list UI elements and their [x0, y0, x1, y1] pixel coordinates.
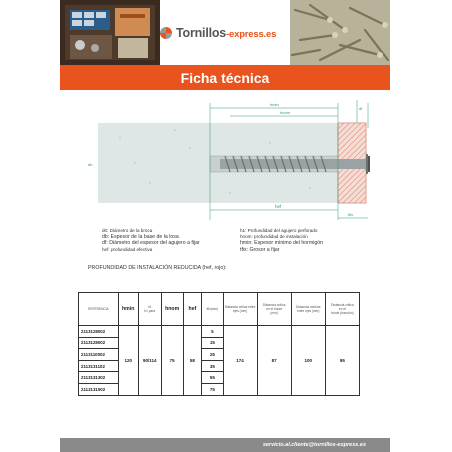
- header-hnom: hnom: [161, 293, 183, 326]
- spec-table: [78, 292, 360, 396]
- cell-hmin: 120: [118, 326, 138, 396]
- header-c1: Distancia crítica entre ejes (mm): [223, 293, 257, 326]
- cell-tfix: 5: [202, 326, 223, 338]
- hmin-label: hmin: [270, 102, 279, 107]
- logo-icon: [160, 27, 172, 39]
- cell-tfix: 55: [202, 372, 223, 384]
- cell-tfix: 75: [202, 383, 223, 395]
- legend-item: hnom: profundidad de instalación: [240, 234, 308, 240]
- legend-item: tfix: Grosor a fijar: [240, 246, 280, 253]
- anchor-diagram: [80, 98, 370, 228]
- hnom-label: hnom: [280, 110, 291, 115]
- legend-item: hef: profundidad efectiva: [102, 246, 153, 252]
- header-c4: Distancia crítica en el borde (fracción): [325, 293, 359, 326]
- table-header-row: [79, 293, 360, 326]
- cell-tfix: 15: [202, 337, 223, 349]
- cell-c2: 87: [257, 326, 291, 396]
- contact-email-link[interactable]: servicio.al.cliente@tornillos-express.es: [262, 442, 366, 448]
- screws-photo: [290, 0, 390, 65]
- tfix-label: tfix: [348, 212, 354, 217]
- legend-item: h1: Profundidad del agujero perforado: [240, 228, 318, 233]
- header-hmin: hmin: [118, 293, 138, 326]
- document-page: [60, 0, 390, 452]
- db-label: db: [88, 162, 93, 167]
- cell-ref: 2113131502: [79, 383, 119, 395]
- cell-ref: 2113128002: [79, 326, 119, 338]
- legend-left: [102, 228, 232, 253]
- header-c2: Distancia crítica en el borde (mm): [257, 293, 291, 326]
- brand-name: Tornillos-express.es: [176, 26, 277, 40]
- cell-hnom: 75: [161, 326, 183, 396]
- legend-item: d0: Diámetro de la broca: [102, 228, 153, 233]
- cell-ref: 2113131302: [79, 372, 119, 384]
- page-title: Ficha técnica: [180, 69, 270, 86]
- header-ref: REFERENCIA: [79, 293, 119, 326]
- cell-hef: 58: [183, 326, 202, 396]
- cell-c3: 100: [291, 326, 325, 396]
- cell-ref: 2113131102: [79, 360, 119, 372]
- cell-tfix: 25: [202, 349, 223, 361]
- cell-ref: 2113128002: [79, 337, 119, 349]
- title-banner: [60, 65, 390, 90]
- legend-item: df: Diámetro del espesor del agujero a fijar: [102, 240, 200, 247]
- header-tfix: tfix(mm): [202, 293, 223, 326]
- footer: [60, 438, 390, 452]
- cell-tfix: 35: [202, 360, 223, 372]
- section-title: PROFUNDIDAD DE INSTALACIÓN REDUCIDA (hef, rojo):: [88, 265, 227, 271]
- cell-h1: 90/114: [138, 326, 161, 396]
- header-hef: hef: [183, 293, 202, 326]
- tools-photo: [60, 0, 160, 65]
- legend-item: hmin: Espesor mínimo del hormigón: [240, 240, 324, 247]
- legend-item: db: Espesor de la base de la losa: [102, 234, 179, 241]
- header: [60, 0, 390, 65]
- header-h1: h1 h1 para: [138, 293, 161, 326]
- header-c3: Distancia mínima entre ejes (mm): [291, 293, 325, 326]
- brand-logo[interactable]: [160, 18, 290, 48]
- cell-c1: 174: [223, 326, 257, 396]
- cell-ref: 2113110002: [79, 349, 119, 361]
- df-label: df: [359, 106, 363, 111]
- table-row: [79, 326, 360, 338]
- cell-c4: 95: [325, 326, 359, 396]
- hef-label: hef: [275, 204, 282, 209]
- legend-right: [240, 228, 380, 253]
